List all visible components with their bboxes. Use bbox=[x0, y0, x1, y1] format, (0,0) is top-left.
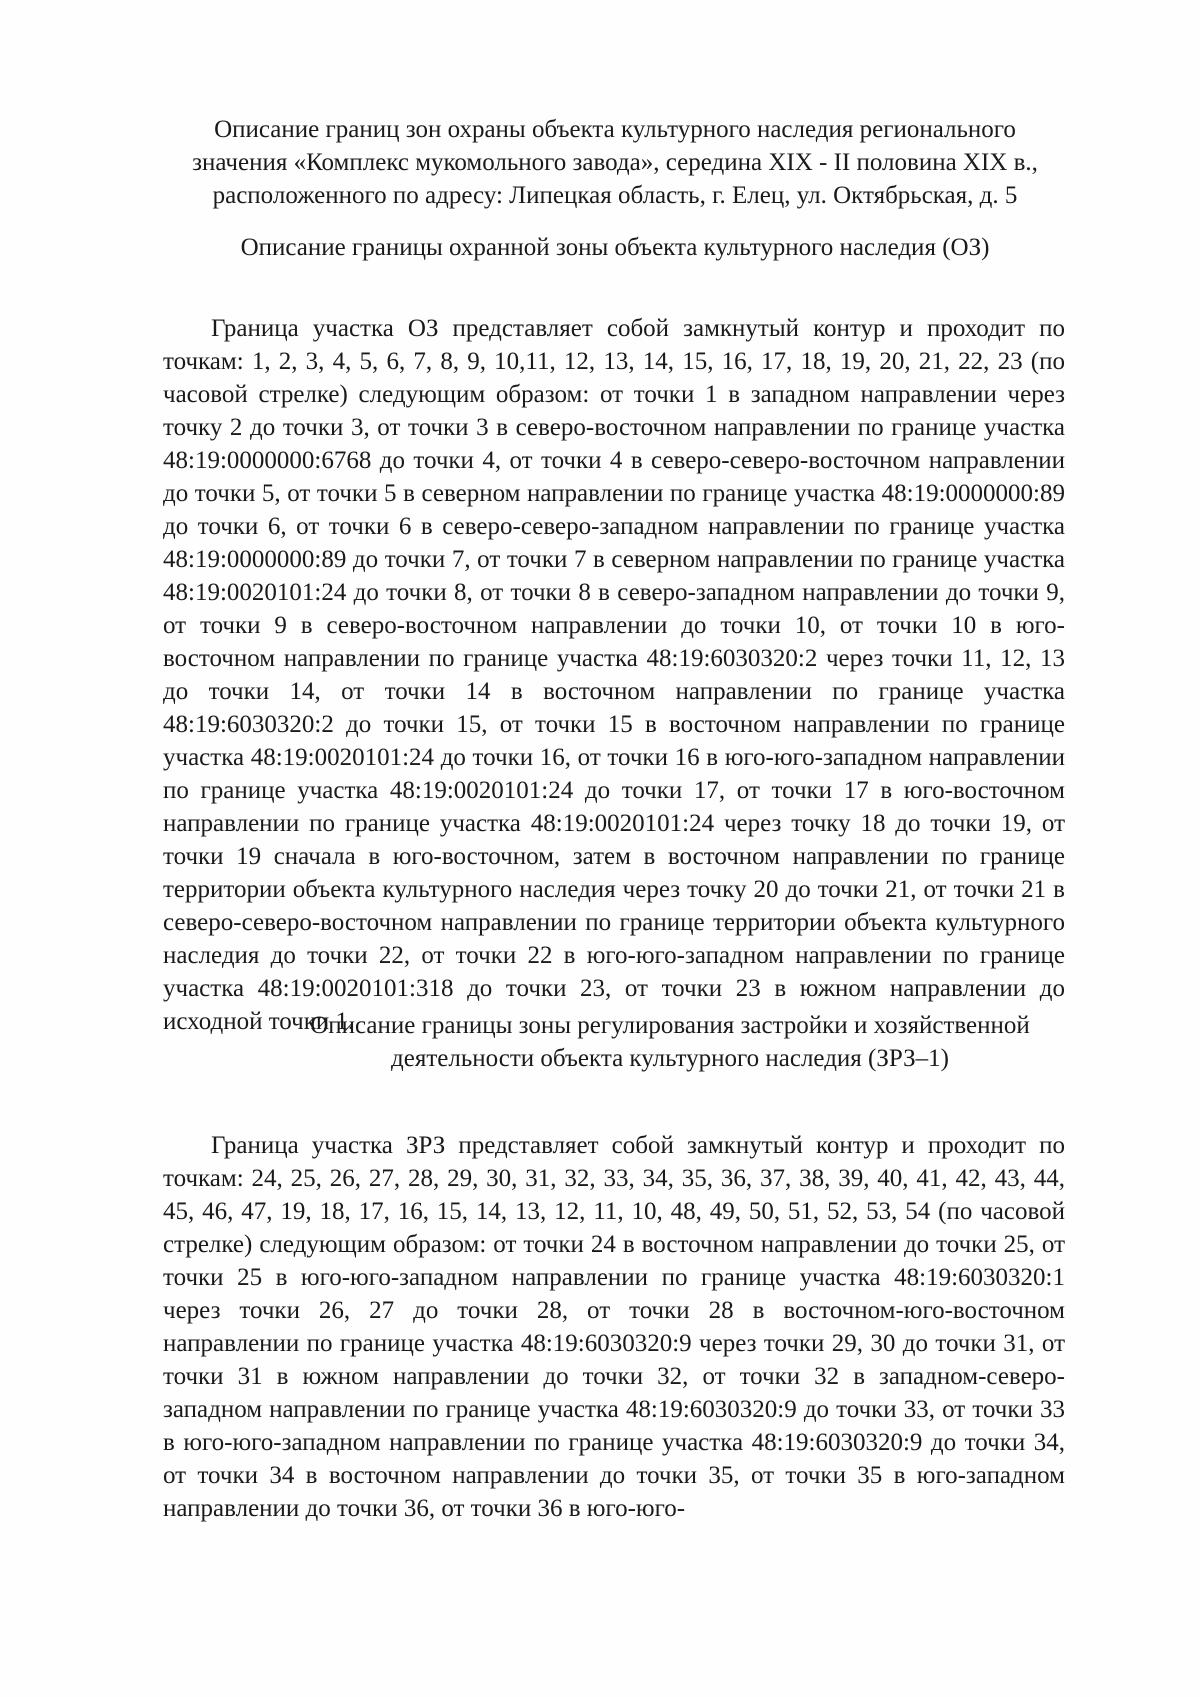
section-paragraph-oz: Граница участка ОЗ представляет собой замкнутый контур и проходит по точкам: 1, 2, 3, 4, 5, 6, 7, 8, 9, 10,11, 12, 13, 14, 15, 16, 17, 18, 19, 20, 21, 22, 23 (по часовой стрелке) следующим образом: от точки 1 в западном направлении через точку 2 до точки 3, от точки 3 в северо-восточном направлении по границе участка 48:19:0000000:6768 до точки 4, от точки 4 в северо-северо-восточном направлении до точки 5, от точки 5 в северном направлении по границе участка 48:19:0000000:89 до точки 6, от точки 6 в северо-северо-западном направлении по границе участка 48:19:0000000:89 до точки 7, от точки 7 в северном направлении по границе участка 48:19:0020101:24 до точки 8, от точки 8 в северо-западном направлении до точки 9, от точки 9 в северо-восточном направлении до точки 10, от точки 10 в юго-восточном направлении по границе участка 48:19:6030320:2 через точки 11, 12, 13 до точки 14, от точки 14 в восточном направлении по границе участка 48:19:6030320:2 до точки 15, от точки 15 в восточном направлении по границе участка 48:19:0020101:24 до точки 16, от точки 16 в юго-юго-западном направлении по границе участка 48:19:0020101:24 до точки 17, от точки 17 в юго-восточном направлении по границе участка 48:19:0020101:24 через точку 18 до точки 19, от точки 19 сначала в юго-восточном, затем в восточном направлении по границе территории объекта культурного наследия через точку 20 до точки 21, от точки 21 в северо-северо-восточном направлении по границе территории объекта культурного наследия до точки 22, от точки 22 в юго-юго-западном направлении по границе участка 48:19:0020101:318 до точки 23, от точки 23 в южном направлении до исходной точки 1. bbox=[163, 315, 1065, 1035]
section-heading-zrz bbox=[250, 1009, 1090, 1075]
section-paragraph-zrz: Граница участка ЗРЗ представляет собой замкнутый контур и проходит по точкам: 24, 25, 26, 27, 28, 29, 30, 31, 32, 33, 34, 35, 36, 37, 38, 39, 40, 41, 42, 43, 44, 45, 46, 47, 19, 18, 17, 16, 15, 14, 13, 12, 11, 10, 48, 49, 50, 51, 52, 53, 54 (по часовой стрелке) следующим образом: от точки 24 в восточном направлении до точки 25, от точки 25 в юго-юго-западном направлении по границе участка 48:19:6030320:1 через точки 26, 27 до точки 28, от точки 28 в восточном-юго-восточном направлении по границе участка 48:19:6030320:9 через точки 29, 30 до точки 31, от точки 31 в южном направлении до точки 32, от точки 32 в западном-северо-западном направлении по границе участка 48:19:6030320:9 до точки 33, от точки 33 в юго-юго-западном направлении по границе участка 48:19:6030320:9 до точки 34, от точки 34 в восточном направлении до точки 35, от точки 35 в юго-западном направлении до точки 36, от точки 36 в юго-юго- bbox=[163, 1132, 1065, 1522]
title-line: расположенного по адресу: Липецкая область, г. Елец, ул. Октябрьская, д. 5 bbox=[212, 182, 1018, 209]
document-title bbox=[160, 113, 1070, 212]
title-line: Описание границ зон охраны объекта культурного наследия регионального bbox=[214, 116, 1016, 143]
section-heading-line: Описание границы зоны регулирования застройки и хозяйственной bbox=[310, 1012, 1030, 1039]
section-heading-oz bbox=[160, 231, 1070, 264]
title-line: значения «Комплекс мукомольного завода», середина XIX - II половина XIX в., bbox=[192, 149, 1038, 176]
section-heading-line: Описание границы охранной зоны объекта культурного наследия (ОЗ) bbox=[240, 234, 990, 261]
section-heading-line: деятельности объекта культурного наследия (ЗРЗ–1) bbox=[391, 1045, 949, 1072]
